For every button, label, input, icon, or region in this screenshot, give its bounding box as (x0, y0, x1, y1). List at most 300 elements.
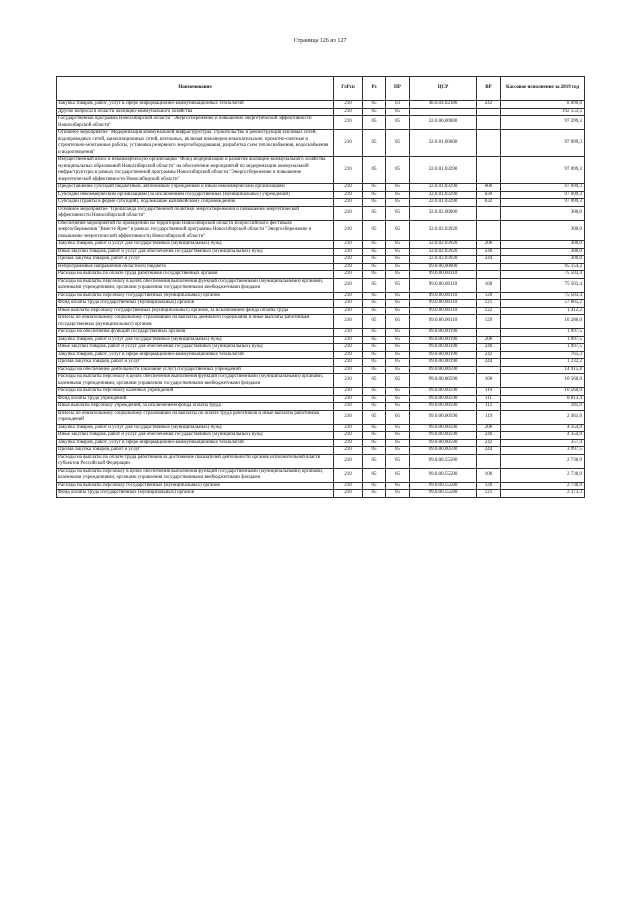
cell-glrsp: 210 (334, 206, 363, 220)
cell-rz: 05 (363, 329, 386, 337)
cell-vr (477, 116, 501, 130)
cell-rz: 05 (363, 184, 386, 192)
cell-pr: 05 (386, 395, 410, 403)
cell-glrsp: 210 (334, 315, 363, 329)
cell-csr: 99.0.00.00590 (410, 403, 477, 411)
cell-glrsp: 210 (334, 248, 363, 256)
cell-glrsp: 210 (334, 490, 363, 498)
cell-amount: 97 099,3 (501, 184, 585, 192)
cell-amount: 300,0 (501, 256, 585, 264)
cell-name: Расходы на выплаты по оплате труда работников государственных органов (57, 271, 334, 279)
cell-amount: 2 736,9 (501, 482, 585, 490)
cell-glrsp: 210 (334, 424, 363, 432)
cell-vr: 240 (477, 432, 501, 440)
cell-vr: 200 (477, 336, 501, 344)
cell-csr: 99.0.00.00590 (410, 366, 477, 374)
cell-pr: 05 (386, 410, 410, 424)
cell-amount: 1 997,5 (501, 329, 585, 337)
cell-pr: 05 (386, 199, 410, 207)
cell-csr: 99.0.00.00190 (410, 359, 477, 367)
cell-vr: 120 (477, 482, 501, 490)
cell-glrsp: 210 (334, 410, 363, 424)
cell-csr: 99.0.00.00590 (410, 395, 477, 403)
cell-name: Обеспечение мероприятий по проведению на территории Новосибирской области Всероссийского фестиваля энергосбережения "Вместе Ярче" в рамках государственной программы Новосибирской области "Энергосбережение и повышение энергетической эффективности Новосибирской области" (57, 220, 334, 241)
column-header-amount: Кассовое исполнение за 2019 год (501, 77, 585, 101)
cell-amount: 97 099,3 (501, 130, 585, 157)
cell-glrsp: 210 (334, 101, 363, 109)
cell-amount: 75 503,4 (501, 278, 585, 292)
cell-rz: 05 (363, 292, 386, 300)
cell-rz: 05 (363, 271, 386, 279)
table-row (57, 315, 585, 329)
column-header-name: Наименование (57, 77, 334, 101)
table-row (57, 351, 585, 359)
cell-amount: 8 013,4 (501, 395, 585, 403)
cell-csr: 99.0.00.00110 (410, 271, 477, 279)
cell-csr: 99.0.00.00190 (410, 329, 477, 337)
cell-vr (477, 206, 501, 220)
cell-rz: 05 (363, 447, 386, 455)
cell-name: Прочая закупка товаров, работ и услуг (57, 256, 334, 264)
cell-name: Расходы на выплаты персоналу в целях обеспечения выполнения функций государственными (муниципальными) органами, казенными учреждениями, органами управления государственными внебюджетными фондами (57, 374, 334, 388)
cell-amount: 1 997,5 (501, 336, 585, 344)
cell-csr: 99.0.00.55500 (410, 482, 477, 490)
cell-csr: 32.0.01.03290 (410, 157, 477, 184)
cell-csr: 99.0.00.55500 (410, 490, 477, 498)
cell-csr: 99.0.00.00110 (410, 307, 477, 315)
cell-pr: 05 (386, 263, 410, 271)
cell-csr: 32.0.02.03920 (410, 248, 477, 256)
cell-vr: 242 (477, 351, 501, 359)
cell-vr (477, 366, 501, 374)
cell-name: Иные закупки товаров, работ и услуг для обеспечения государственных (муниципальных) нужд (57, 344, 334, 352)
cell-glrsp: 210 (334, 439, 363, 447)
cell-glrsp: 210 (334, 241, 363, 249)
cell-glrsp: 210 (334, 336, 363, 344)
cell-vr: 630 (477, 191, 501, 199)
cell-name: Субсидии некоммерческим организациям (за исключением государственных (муниципальных) учреждений) (57, 191, 334, 199)
cell-vr: 112 (477, 403, 501, 411)
table-row (57, 468, 585, 482)
table-row (57, 374, 585, 388)
cell-csr: 99.0.00.00590 (410, 432, 477, 440)
cell-vr: 200 (477, 424, 501, 432)
cell-glrsp: 210 (334, 199, 363, 207)
cell-pr: 05 (386, 403, 410, 411)
cell-amount: 97 099,3 (501, 191, 585, 199)
cell-pr: 05 (386, 271, 410, 279)
cell-glrsp: 210 (334, 468, 363, 482)
cell-rz: 05 (363, 263, 386, 271)
cell-name: Расходы на выплаты по оплате труда работников за достижение показателей деятельности органов исполнительной власти субъектов Российской Федерации (57, 454, 334, 468)
cell-rz: 05 (363, 432, 386, 440)
cell-vr: 240 (477, 344, 501, 352)
table-row (57, 336, 585, 344)
table-row (57, 191, 585, 199)
cell-name: Закупка товаров, работ, услуг в сфере информационно-коммуникационных технологий (57, 439, 334, 447)
page-header: Страница 126 из 127 (293, 38, 347, 44)
cell-vr: 111 (477, 395, 501, 403)
cell-rz: 05 (363, 344, 386, 352)
cell-glrsp: 210 (334, 351, 363, 359)
cell-csr: 99.0.00.00590 (410, 447, 477, 455)
cell-vr: 244 (477, 447, 501, 455)
cell-rz: 05 (363, 199, 386, 207)
cell-name: Основное мероприятие "Пропаганда государственной политики энергосбережения и повышения энергетической эффективности Новосибирской области" (57, 206, 334, 220)
cell-pr: 05 (386, 278, 410, 292)
cell-amount: 765,3 (501, 351, 585, 359)
cell-vr: 129 (477, 315, 501, 329)
cell-amount: 357,4 (501, 439, 585, 447)
cell-amount: 4 354,9 (501, 432, 585, 440)
table-row (57, 220, 585, 241)
table-row (57, 206, 585, 220)
cell-pr: 05 (386, 432, 410, 440)
cell-csr: 99.0.00.00110 (410, 315, 477, 329)
table-row (57, 248, 585, 256)
cell-rz: 05 (363, 248, 386, 256)
cell-name: Закупка товаров, работ, услуг в сфере информационно-коммуникационных технологий (57, 351, 334, 359)
cell-csr: 32.0.01.03290 (410, 199, 477, 207)
table-row (57, 116, 585, 130)
cell-vr: 240 (477, 248, 501, 256)
cell-glrsp: 210 (334, 432, 363, 440)
cell-rz: 05 (363, 220, 386, 241)
cell-pr: 05 (386, 292, 410, 300)
cell-vr (477, 263, 501, 271)
table-row (57, 263, 585, 271)
cell-pr: 05 (386, 241, 410, 249)
cell-vr: 100 (477, 278, 501, 292)
cell-vr (477, 271, 501, 279)
cell-glrsp: 210 (334, 292, 363, 300)
cell-amount: 10 560,9 (501, 374, 585, 388)
cell-vr: 121 (477, 490, 501, 498)
cell-name: Закупка товаров, работ и услуг для государственных (муниципальных) нужд (57, 336, 334, 344)
table-row (57, 403, 585, 411)
cell-csr: 99.0.00.00590 (410, 439, 477, 447)
cell-rz: 05 (363, 403, 386, 411)
cell-rz: 05 (363, 307, 386, 315)
cell-glrsp: 210 (334, 454, 363, 468)
cell-csr: 32.0.00.00000 (410, 116, 477, 130)
cell-pr: 05 (386, 454, 410, 468)
table-row (57, 101, 585, 109)
cell-glrsp: 210 (334, 220, 363, 241)
cell-glrsp: 210 (334, 300, 363, 308)
cell-csr: 32.0.01.03290 (410, 191, 477, 199)
cell-pr: 05 (386, 116, 410, 130)
cell-rz: 05 (363, 300, 386, 308)
cell-vr: 119 (477, 410, 501, 424)
cell-rz: 05 (363, 191, 386, 199)
table-row (57, 157, 585, 184)
table-row (57, 395, 585, 403)
table-body (57, 101, 585, 498)
cell-pr: 05 (386, 315, 410, 329)
cell-vr: 110 (477, 388, 501, 396)
table-row (57, 424, 585, 432)
cell-csr: 99.0.00.00000 (410, 263, 477, 271)
table-row (57, 278, 585, 292)
cell-name: Расходы на выплаты персоналу казенных учреждений (57, 388, 334, 396)
cell-name: Иные закупки товаров, работ и услуг для обеспечения государственных (муниципальных) нужд (57, 432, 334, 440)
cell-amount: 4 354,9 (501, 424, 585, 432)
cell-csr: 99.0.00.00110 (410, 300, 477, 308)
cell-rz: 05 (363, 351, 386, 359)
table-row (57, 344, 585, 352)
cell-rz: 05 (363, 439, 386, 447)
table-row (57, 108, 585, 116)
table-row (57, 241, 585, 249)
cell-amount: 16 286,0 (501, 315, 585, 329)
cell-pr: 05 (386, 336, 410, 344)
cell-glrsp: 210 (334, 278, 363, 292)
table-row (57, 329, 585, 337)
cell-rz: 05 (363, 315, 386, 329)
cell-pr: 05 (386, 374, 410, 388)
cell-name: Непрограммные направления областного бюджета (57, 263, 334, 271)
cell-name: Фонд оплаты труда государственных (муниципальных) органов (57, 490, 334, 498)
table-row (57, 439, 585, 447)
table-row (57, 447, 585, 455)
cell-amount: 1 997,5 (501, 344, 585, 352)
cell-csr: 32.0.02.00000 (410, 206, 477, 220)
cell-amount: 75 503,4 (501, 271, 585, 279)
cell-rz: 05 (363, 490, 386, 498)
cell-rz: 05 (363, 241, 386, 249)
cell-amount: 2 361,6 (501, 410, 585, 424)
cell-pr: 05 (386, 157, 410, 184)
cell-csr: 99.0.00.00110 (410, 292, 477, 300)
cell-amount: 3 997,5 (501, 447, 585, 455)
cell-name: Государственная программа Новосибирской области "Энергосбережение и повышение энергетической эффективности Новосибирской области" (57, 116, 334, 130)
cell-pr: 05 (386, 490, 410, 498)
cell-glrsp: 210 (334, 395, 363, 403)
cell-amount: 185,9 (501, 403, 585, 411)
table-row (57, 307, 585, 315)
cell-rz: 05 (363, 157, 386, 184)
cell-glrsp: 210 (334, 447, 363, 455)
cell-name: Взносы по обязательному социальному страхованию на выплаты денежного содержания и иные выплаты работникам государственных (муниципальных) органов (57, 315, 334, 329)
cell-vr: 120 (477, 292, 501, 300)
cell-amount: 192 553,5 (501, 108, 585, 116)
cell-pr: 05 (386, 191, 410, 199)
cell-amount: 8 090,0 (501, 101, 585, 109)
cell-name: Расходы на выплаты персоналу в целях обеспечения выполнения функций государственными (муниципальными) органами, казенными учреждениями, органами управления государственными внебюджетными фондами (57, 468, 334, 482)
cell-amount: 97 099,3 (501, 157, 585, 184)
table-row (57, 300, 585, 308)
cell-vr (477, 329, 501, 337)
cell-amount: 2 373,3 (501, 490, 585, 498)
cell-rz: 05 (363, 359, 386, 367)
column-header-rz: Рз (363, 77, 386, 101)
cell-csr: 99.0.00.00590 (410, 388, 477, 396)
cell-pr: 05 (386, 130, 410, 157)
cell-rz: 05 (363, 278, 386, 292)
cell-pr: 05 (386, 344, 410, 352)
cell-amount: 75 503,4 (501, 292, 585, 300)
cell-name: Основное мероприятие "Модернизация коммунальной инфраструктуры: строительство и реконструкция тепловых сетей, водопроводных сетей, канализационных сетей, котельных, включая инженерно-изыскательские, проектно-сметные и строительно-монтажные работы, установка резервного энергооборудования, разработка схем теплоснабжения, водоснабжения и водоотведения" (57, 130, 334, 157)
cell-name: Расходы на обеспечение функций государственных органов (57, 329, 334, 337)
cell-csr: 32.0.02.03920 (410, 256, 477, 264)
cell-vr: 100 (477, 468, 501, 482)
cell-pr: 05 (386, 359, 410, 367)
table-row (57, 130, 585, 157)
cell-vr: 242 (477, 439, 501, 447)
cell-csr: 32.0.02.03920 (410, 220, 477, 241)
cell-pr: 05 (386, 424, 410, 432)
cell-vr: 200 (477, 241, 501, 249)
cell-vr: 100 (477, 374, 501, 388)
cell-rz: 05 (363, 108, 386, 116)
cell-pr: 05 (386, 108, 410, 116)
cell-amount: 1 232,2 (501, 359, 585, 367)
cell-pr: 05 (386, 256, 410, 264)
cell-pr: 05 (386, 220, 410, 241)
cell-csr: 32.0.01.00000 (410, 130, 477, 157)
cell-vr: 244 (477, 256, 501, 264)
cell-csr: 99.0.00.00110 (410, 278, 477, 292)
cell-pr: 05 (386, 206, 410, 220)
cell-rz: 05 (363, 256, 386, 264)
cell-csr: 99.0.00.00190 (410, 336, 477, 344)
table-row (57, 271, 585, 279)
cell-glrsp: 210 (334, 403, 363, 411)
cell-glrsp: 210 (334, 108, 363, 116)
cell-name: Закупка товаров, работ и услуг для государственных (муниципальных) нужд (57, 241, 334, 249)
cell-glrsp: 210 (334, 256, 363, 264)
cell-rz: 05 (363, 116, 386, 130)
cell-pr: 05 (386, 482, 410, 490)
cell-vr (477, 108, 501, 116)
cell-vr: 632 (477, 199, 501, 207)
cell-amount: 300,0 (501, 241, 585, 249)
cell-pr: 05 (386, 366, 410, 374)
table-row (57, 184, 585, 192)
table-row (57, 292, 585, 300)
cell-csr: 99.0.00.00590 (410, 424, 477, 432)
column-header-pr: ПР (386, 77, 410, 101)
cell-rz: 05 (363, 410, 386, 424)
cell-pr: 05 (386, 307, 410, 315)
cell-pr: 05 (386, 329, 410, 337)
column-header-csr: ЦСР (410, 77, 477, 101)
column-header-glrsp: ГлРсп (334, 77, 363, 101)
cell-vr (477, 454, 501, 468)
table-row (57, 410, 585, 424)
cell-amount: 300,0 (501, 220, 585, 241)
cell-name: Взносы по обязательному социальному страхованию на выплаты по оплате труда работников и иные выплаты работникам учреждений (57, 410, 334, 424)
cell-name: Расходы на выплаты персоналу государственных (муниципальных) органов (57, 482, 334, 490)
cell-rz: 05 (363, 130, 386, 157)
cell-csr: 48.0.04.02180 (410, 101, 477, 109)
cell-glrsp: 210 (334, 157, 363, 184)
cell-pr: 05 (386, 184, 410, 192)
cell-csr: 99.0.00.55500 (410, 454, 477, 468)
cell-vr: 242 (477, 101, 501, 109)
cell-name: Фонд оплаты труда учреждений (57, 395, 334, 403)
cell-pr: 03 (386, 101, 410, 109)
cell-amount: 300,0 (501, 248, 585, 256)
cell-rz: 05 (363, 336, 386, 344)
cell-name: Иные выплаты персоналу учреждений, за исключением фонда оплаты труда (57, 403, 334, 411)
cell-pr: 05 (386, 248, 410, 256)
table-row (57, 199, 585, 207)
cell-name: Расходы на обеспечение деятельности (оказание услуг) государственных учреждений (57, 366, 334, 374)
cell-csr (410, 108, 477, 116)
cell-vr (477, 157, 501, 184)
cell-glrsp: 210 (334, 482, 363, 490)
cell-name: Закупка товаров, работ и услуг для государственных (муниципальных) нужд (57, 424, 334, 432)
cell-glrsp: 210 (334, 271, 363, 279)
cell-glrsp: 210 (334, 329, 363, 337)
cell-amount: 2 736,9 (501, 454, 585, 468)
cell-vr: 600 (477, 184, 501, 192)
cell-vr: 244 (477, 359, 501, 367)
cell-name: Имущественный взнос в некоммерческую организацию "Фонд модернизации и развития жилищно-коммунального хозяйства муниципальных образований Новосибирской области" на обеспечение мероприятий по модернизации коммунальной инфраструктуры в рамках государственной программы Новосибирской области "Энергосбережение и повышение энергетической эффективности Новосибирской области" (57, 157, 334, 184)
cell-csr: 99.0.00.00190 (410, 344, 477, 352)
cell-rz: 05 (363, 424, 386, 432)
budget-table (56, 76, 585, 498)
cell-pr: 05 (386, 351, 410, 359)
cell-amount: 95 154,2 (501, 263, 585, 271)
column-header-vr: ВР (477, 77, 501, 101)
cell-name: Прочая закупка товаров, работ и услуг (57, 359, 334, 367)
cell-rz: 05 (363, 388, 386, 396)
cell-csr: 99.0.00.00590 (410, 410, 477, 424)
table-row (57, 454, 585, 468)
cell-rz: 05 (363, 454, 386, 468)
table-row (57, 366, 585, 374)
table-row (57, 359, 585, 367)
cell-glrsp: 210 (334, 388, 363, 396)
cell-rz: 05 (363, 395, 386, 403)
cell-name: Фонд оплаты труда государственных (муниципальных) органов (57, 300, 334, 308)
cell-rz: 05 (363, 366, 386, 374)
cell-rz: 05 (363, 206, 386, 220)
cell-name: Предоставление субсидий бюджетным, автономным учреждениям и иным некоммерческим организациям (57, 184, 334, 192)
cell-glrsp: 210 (334, 344, 363, 352)
cell-pr: 05 (386, 439, 410, 447)
cell-glrsp: 210 (334, 307, 363, 315)
cell-csr: 99.0.00.00590 (410, 374, 477, 388)
cell-rz: 05 (363, 482, 386, 490)
cell-glrsp: 210 (334, 191, 363, 199)
cell-pr: 05 (386, 388, 410, 396)
table-row (57, 432, 585, 440)
table-row (57, 482, 585, 490)
table-header-row (57, 77, 585, 101)
cell-vr (477, 220, 501, 241)
cell-amount: 14 915,8 (501, 366, 585, 374)
cell-amount: 57 805,2 (501, 300, 585, 308)
cell-glrsp: 210 (334, 116, 363, 130)
cell-amount: 2 736,9 (501, 468, 585, 482)
table-row (57, 388, 585, 396)
cell-glrsp: 210 (334, 263, 363, 271)
cell-name: Закупка товаров, работ, услуг в сфере информационно-коммуникационных технологий (57, 101, 334, 109)
cell-rz: 05 (363, 468, 386, 482)
cell-pr: 05 (386, 447, 410, 455)
cell-csr: 99.0.00.00190 (410, 351, 477, 359)
cell-name: Иные закупки товаров, работ и услуг для обеспечения государственных (муниципальных) нужд (57, 248, 334, 256)
cell-rz: 05 (363, 101, 386, 109)
cell-name: Расходы на выплаты персоналу в целях обеспечения выполнения функций государственными (муниципальными) органами, казенными учреждениями, органами управления государственными внебюджетными фондами (57, 278, 334, 292)
cell-amount: 1 412,2 (501, 307, 585, 315)
cell-name: Иные выплаты персоналу государственных (муниципальных) органов, за исключением фонда оплаты труда (57, 307, 334, 315)
cell-csr: 99.0.00.55500 (410, 468, 477, 482)
